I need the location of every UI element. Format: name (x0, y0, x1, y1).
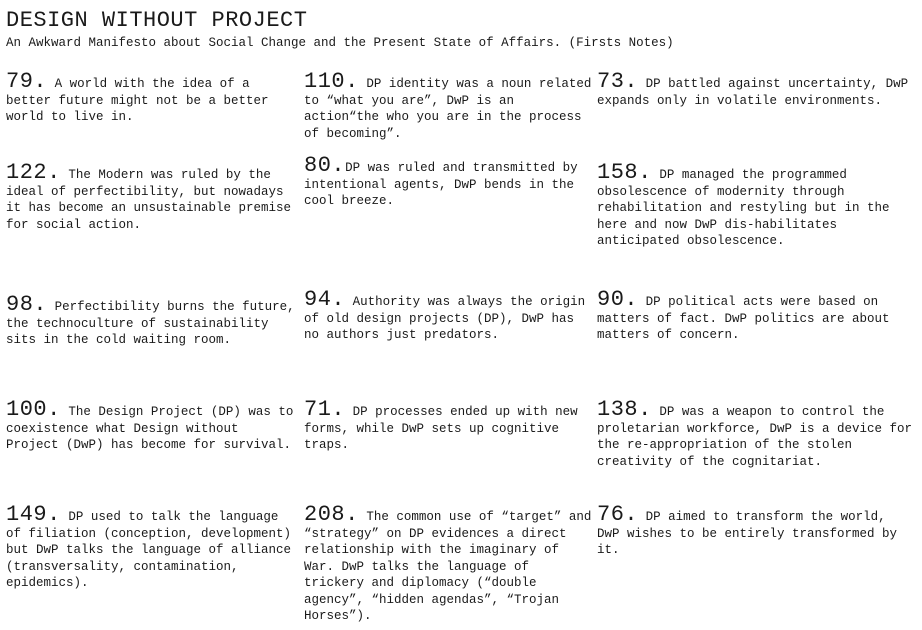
note-text: DP was a weapon to control the proletarian workforce, DwP is a device for the re-appropriation of the stolen creativity of the cognitariat. (597, 405, 913, 469)
note-text: The common use of “target” and “strategy” on DP evidences a direct relationship with the imaginary of War. DwP talks the language of trickery and diplomacy (“double agency”, “hidden agendas”, “Trojan Horses”). (304, 510, 592, 623)
note-number: 98. (6, 292, 48, 317)
note-98 (6, 292, 298, 349)
note-73 (597, 69, 915, 109)
note-208 (304, 502, 592, 625)
note-text: The Design Project (DP) was to coexistence what Design without Project (DwP) has become for survival. (6, 405, 294, 452)
page-subtitle: An Awkward Manifesto about Social Change and the Present State of Affairs. (Firsts Notes) (6, 36, 674, 50)
note-138 (597, 397, 915, 470)
note-number: 80. (304, 153, 346, 178)
note-text: Perfectibility burns the future, the technoculture of sustainability sits in the cold waiting room. (6, 300, 295, 347)
note-text: DP was ruled and transmitted by intentional agents, DwP bends in the cool breeze. (304, 161, 578, 208)
note-number: 90. (597, 287, 639, 312)
note-number: 110. (304, 69, 359, 94)
note-text: DP processes ended up with new forms, while DwP sets up cognitive traps. (304, 405, 578, 452)
note-text: A world with the idea of a better future might not be a better world to live in. (6, 77, 269, 124)
note-text: DP battled against uncertainty, DwP expands only in volatile environments. (597, 77, 909, 108)
note-number: 71. (304, 397, 346, 422)
note-number: 79. (6, 69, 48, 94)
note-number: 149. (6, 502, 61, 527)
note-text: DP used to talk the language of filiation (conception, development) but DwP talks the language of alliance (transversality, contamination, epidemics). (6, 510, 292, 590)
note-149 (6, 502, 298, 592)
note-122 (6, 160, 298, 233)
note-number: 208. (304, 502, 359, 527)
note-number: 94. (304, 287, 346, 312)
note-number: 158. (597, 160, 652, 185)
note-text: DP managed the programmed obsolescence of modernity through rehabilitation and restyling but in the here and now DwP dis-habilitates anticipated obsolescence. (597, 168, 890, 248)
note-number: 122. (6, 160, 61, 185)
note-number: 100. (6, 397, 61, 422)
note-number: 76. (597, 502, 639, 527)
note-90 (597, 287, 915, 344)
page-title: DESIGN WITHOUT PROJECT (6, 8, 308, 33)
note-number: 138. (597, 397, 652, 422)
note-94 (304, 287, 592, 344)
note-79 (6, 69, 298, 126)
note-71 (304, 397, 592, 454)
note-text: The Modern was ruled by the ideal of perfectibility, but nowadays it has become an unsustainable premise for social action. (6, 168, 292, 232)
note-text: DP identity was a noun related to “what you are”, DwP is an action“the who you are in the process of becoming”. (304, 77, 592, 141)
note-80 (304, 153, 592, 210)
note-number: 73. (597, 69, 639, 94)
note-158 (597, 160, 915, 250)
note-text: DP aimed to transform the world, DwP wishes to be entirely transformed by it. (597, 510, 898, 557)
note-76 (597, 502, 915, 559)
note-110 (304, 69, 592, 142)
note-100 (6, 397, 298, 454)
note-text: DP political acts were based on matters of fact. DwP politics are about matters of concern. (597, 295, 890, 342)
note-text: Authority was always the origin of old design projects (DP), DwP has no authors just predators. (304, 295, 586, 342)
